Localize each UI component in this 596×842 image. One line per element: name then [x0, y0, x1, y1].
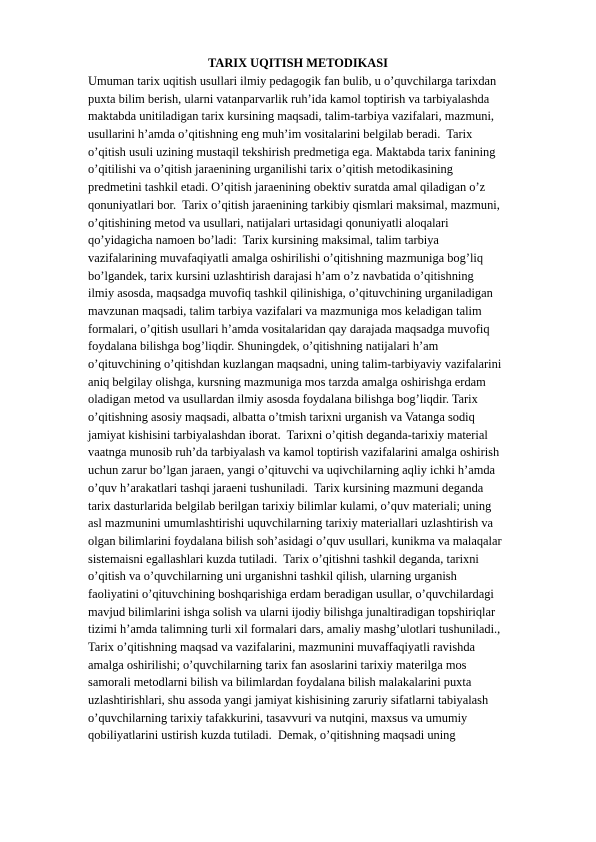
body-text-line: olgan bilimlarini foydalana bilish soh’asidagi o’quv usullari, kunikma va malaqalar	[88, 533, 502, 548]
body-text-line: qonuniyatlari bor. Tarix o’qitish jaraenining tarkibiy qismlari maksimal, mazmuni,	[88, 197, 500, 212]
body-text-line: o’qitish va o’quvchilarning uni urganishni tashkil qilish, ularning urganish	[88, 569, 457, 584]
body-text-line: predmetini tashkil etadi. O’qitish jaraenining obektiv suratda amal qiladigan o’z	[88, 180, 486, 195]
body-text-line: vaatnga munosib ruh’da tarbiyalash va kamol toptirish vazifalarini amalga oshirish	[88, 445, 500, 460]
body-text-line: puxta bilim berish, ularni vatanparvarlik ruh’ida kamol toptirish va tarbiyalashda	[88, 91, 490, 106]
body-text-line: ilmiy asosda, maqsadga muvofiq tashkil qilinishiga, o’qituvchining urganiladigan	[88, 286, 493, 301]
body-text-line: samorali metodlarni bilish va bilimlardan foydalana bilish malakalarini puxta	[88, 675, 472, 690]
body-text-line: o’quv h’arakatlari tashqi jaraeni tushuniladi. Tarix kursining mazmuni deganda	[88, 480, 484, 495]
body-text-line: Umuman tarix uqitish usullari ilmiy pedagogik fan bulib, u o’quvchilarga tarixdan	[88, 74, 497, 88]
body-text-line: amalga oshirilishi; o’quvchilarning tarix fan asoslarini tarixiy materilga mos	[88, 657, 467, 672]
body-text-line: qo’yidagicha namoen bo’ladi: Tarix kursining maksimal, talim tarbiya	[88, 233, 439, 248]
body-text-line: o’qitishning asosiy maqsadi, albatta o’tmish tarixni urganish va Vatanga sodiq	[88, 410, 475, 425]
body-text-line: mavjud bilimlarini ishga solish va ularni ijodiy bilishga junaltiradigan topshiriqlar	[88, 604, 496, 619]
body-text-line: uzlashtirishlari, shu assoda yangi jamiyat kishisining zaruriy sifatlarni tabiyalash	[88, 693, 489, 708]
body-text-line: maktabda unitiladigan tarix kursining maqsadi, talim-tarbiya vazifalari, mazmuni,	[88, 109, 495, 124]
body-text-line: o’qituvchining o’qitishdan kuzlangan maqsadni, uning talim-tarbiyaviy vazifalarini	[88, 357, 502, 371]
body-text-line: aniq belgilay olishga, kursning mazmuniga mos tarzda amalga oshirishga erdam	[88, 374, 486, 389]
body-text-line: o’qitilishi va o’qitish jaraenining urganilishi tarix o’qitish metodikasining	[88, 162, 453, 177]
document-body	[88, 73, 558, 745]
body-text-line: jamiyat kishisini tarbiyalashdan iborat. Tarixni o’qitish deganda-tarixiy material	[88, 427, 488, 442]
body-text-line: mavzunan maqsadi, talim tarbiya vazifalari va mazmuniga mos keladigan talim	[88, 303, 482, 318]
body-text-line: uchun zarur bo’lgan jaraen, yangi o’qituvchi va uqivchilarning aqliy ichki h’amda	[88, 463, 496, 478]
body-text-line: vazifalarining muvafaqiyatli amalga oshirilishi o’qitishning mazmuniga bog’liq	[88, 250, 484, 265]
body-text-line: foydalana bilishga bog’liqdir. Shuningdek, o’qitishning natijalari h’am	[88, 339, 439, 354]
body-text-line: qobiliyatlarini ustirish kuzda tutiladi. Demak, o’qitishning maqsadi uning	[88, 728, 456, 743]
body-text-line: oladigan metod va usullardan ilmiy asosda foydalana bilishga bog’liqdir. Tarix	[88, 392, 478, 407]
document-title: TARIX UQITISH METODIKASI	[208, 56, 388, 70]
body-text-line: bo’lgandek, tarix kursini uzlashtirish darajasi h’am o’z navbatida o’qitishning	[88, 268, 474, 283]
body-text-line: usullarini h’amda o’qitishning eng muh’im vositalarini belgilab beradi. Tarix	[88, 127, 473, 142]
body-text-line: tarix dasturlarida belgilab berilgan tarixiy bilimlar kulami, o’quv materiali; uning	[88, 498, 492, 513]
body-text-line: tizimi h’amda talimning turli xil formalari dars, amaliy mashg’ulotlari tushuniladi.,	[88, 622, 501, 637]
body-text-line: faoliyatini o’qituvchining boshqarishiga erdam beradigan usullar, o’quvchilardagi	[88, 586, 494, 601]
body-text-line: o’qitish usuli uzining mustaqil tekshirish predmetiga ega. Maktabda tarix fanining	[88, 144, 496, 159]
body-text-line: o’quvchilarning tarixiy tafakkurini, tasavvuri va nutqini, maxsus va umumiy	[88, 710, 468, 725]
body-text-line: o’qitishining metod va usullari, natijalari urtasidagi qonuniyatli aloqalari	[88, 215, 449, 230]
body-text-line: Tarix o’qitishning maqsad va vazifalarini, mazmunini muvaffaqiyatli ravishda	[88, 640, 476, 654]
body-text-line: formalari, o’qitish usullari h’amda vositalaridan qay darajada maqsadga muvofiq	[88, 321, 490, 336]
body-text-line: sistemaisni egallashlari kuzda tutiladi. Tarix o’qitishni tashkil deganda, tarixni	[88, 551, 479, 566]
body-text-line: asl mazmunini umumlashtirishi uquvchilarning tarixiy materiallari uzlashtirish va	[88, 516, 494, 531]
